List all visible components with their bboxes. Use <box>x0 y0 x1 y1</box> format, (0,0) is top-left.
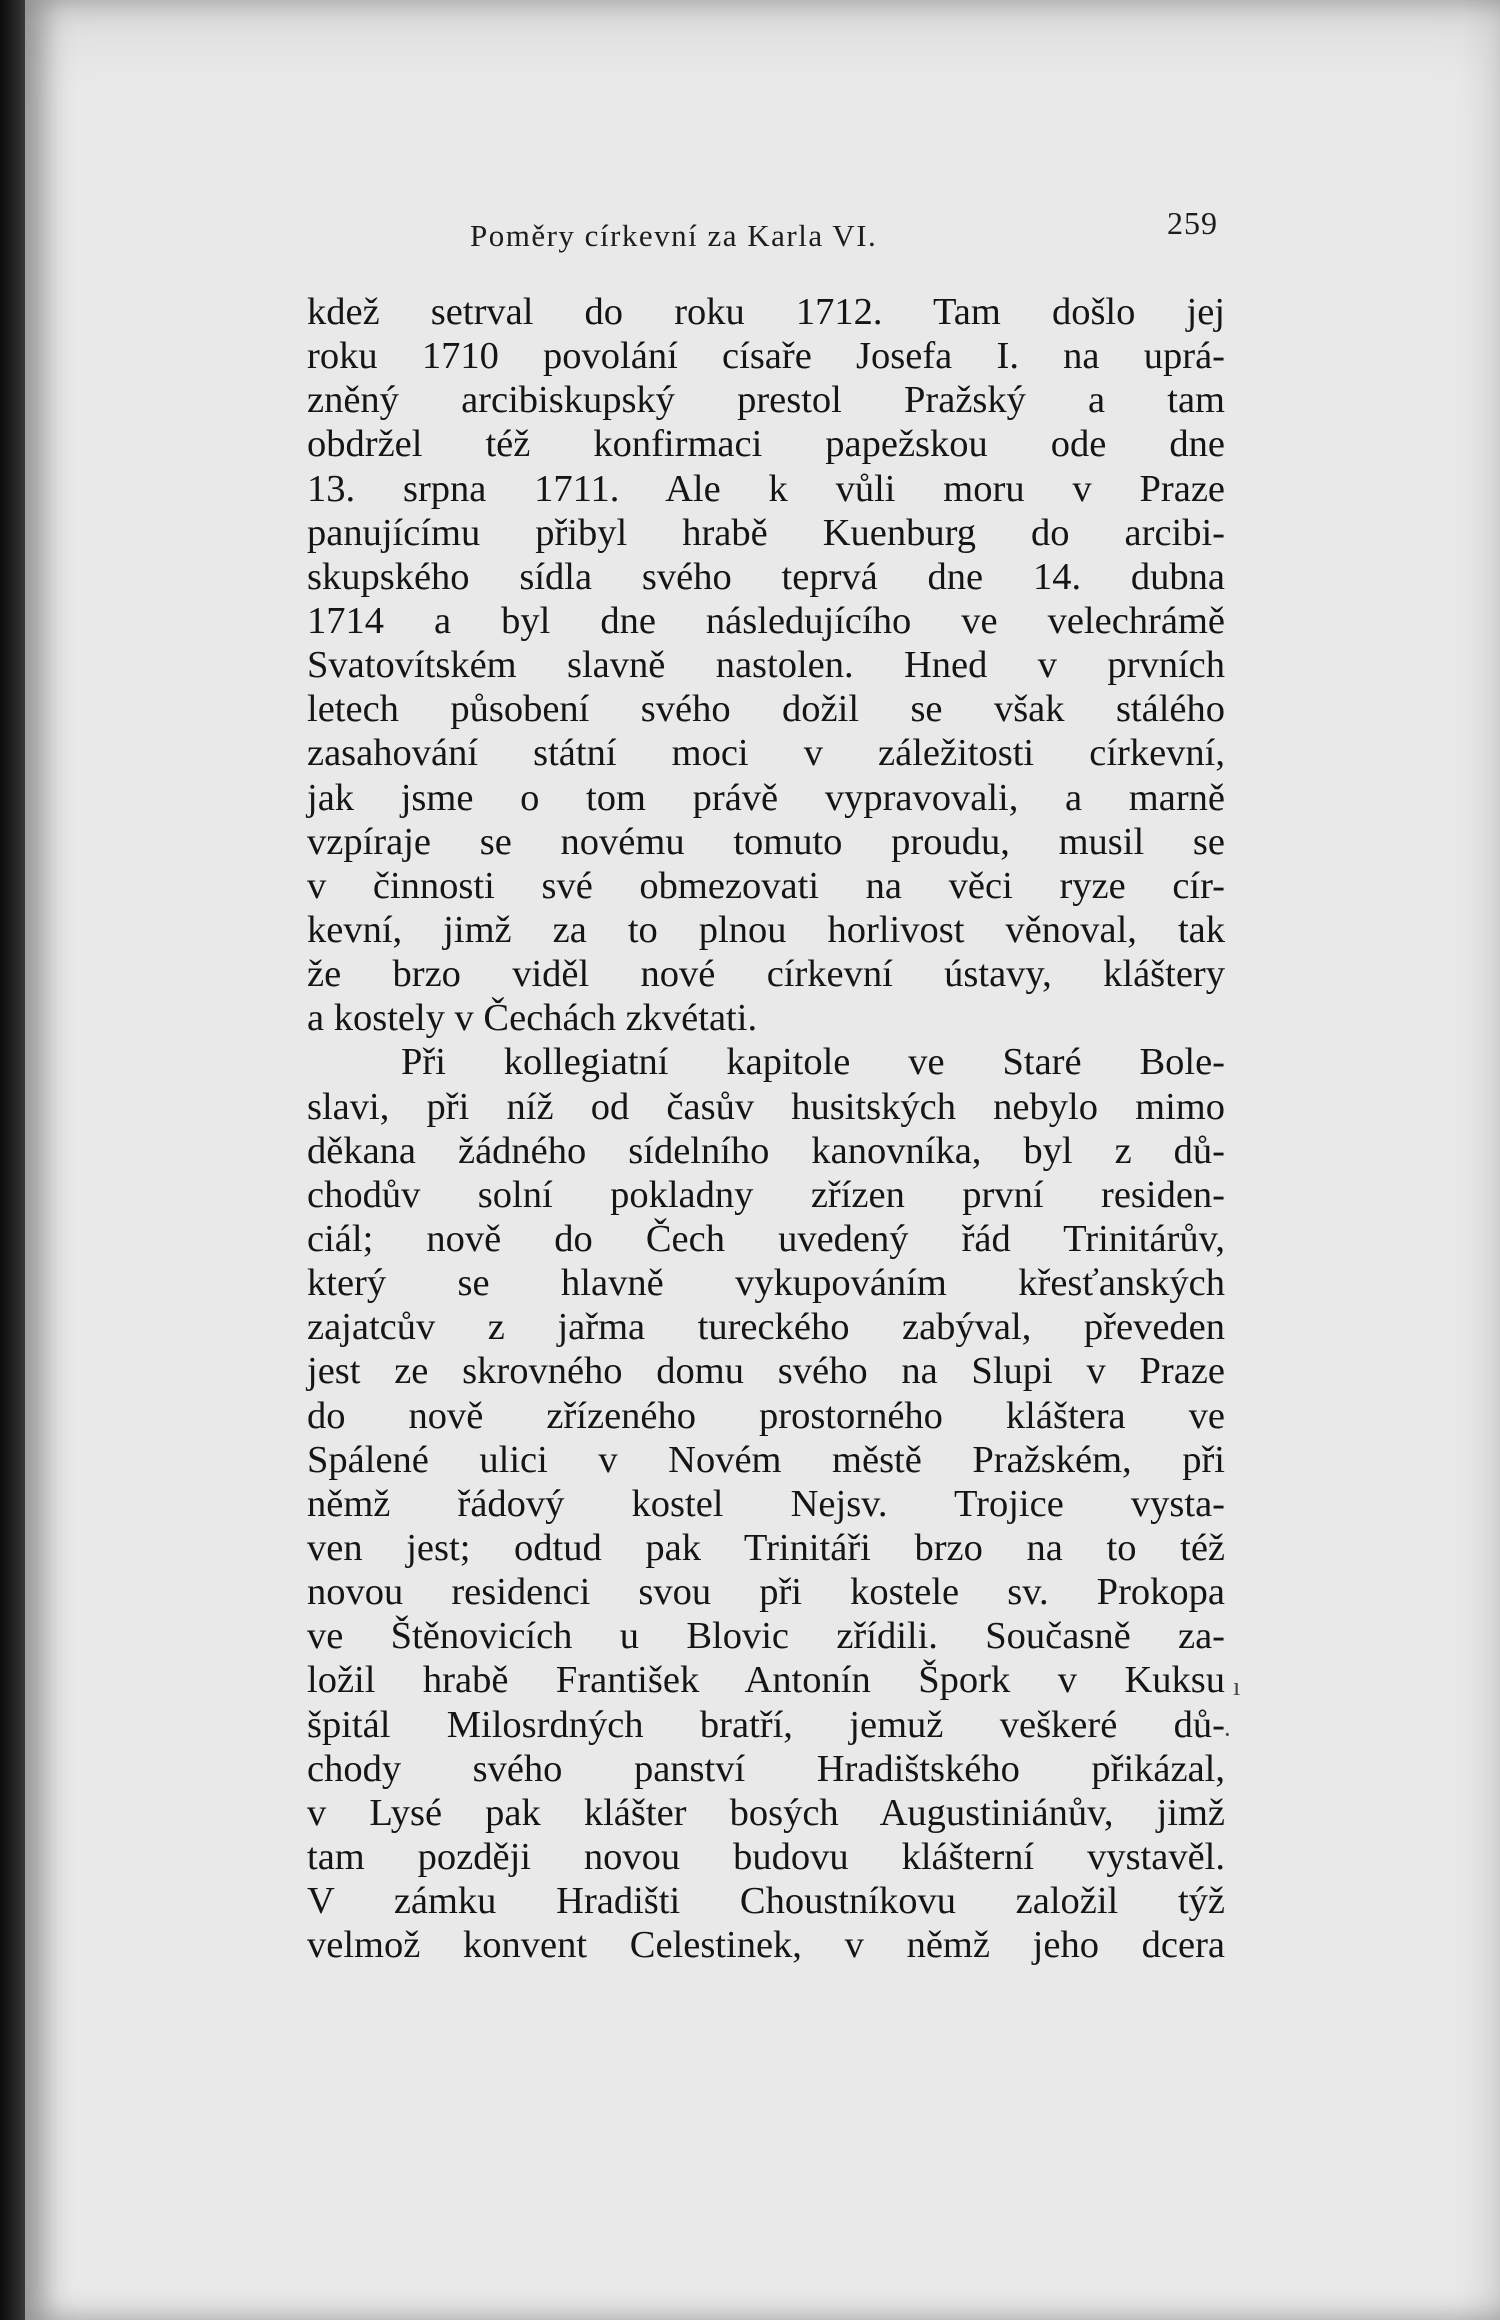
text-line: jak jsme o tom právě vypravovali, a marně <box>307 776 1225 819</box>
margin-mark: · <box>1223 1720 1232 1749</box>
text-line: jest ze skrovného domu svého na Slupi v Praze <box>307 1350 1225 1393</box>
text-line: chodův solní pokladny zřízen první residen- <box>307 1173 1225 1216</box>
text-line: který se hlavně vykupováním křesťanských <box>307 1262 1225 1305</box>
text-line: zněný arcibiskupský prestol Pražský a tam <box>307 379 1225 422</box>
margin-mark: ı <box>1233 1672 1241 1701</box>
text-line: ven jest; odtud pak Trinitáři brzo na to též <box>307 1526 1225 1569</box>
body-text <box>307 290 1225 1967</box>
paragraph-start-line: Při kollegiatní kapitole ve Staré Bole- <box>401 1041 1225 1084</box>
text-line: zajatcův z jařma tureckého zabýval, převeden <box>307 1306 1225 1349</box>
text-line: ve Štěnovicích u Blovic zřídili. Současně za- <box>307 1615 1225 1658</box>
text-line: v činnosti své obmezovati na věci ryze cír- <box>307 864 1225 907</box>
text-line: vzpíraje se novému tomuto proudu, musil se <box>307 820 1225 863</box>
text-line: Svatovítském slavně nastolen. Hned v prvních <box>307 644 1225 687</box>
text-line: špitál Milosrdných bratří, jemuž veškeré dů- <box>307 1703 1225 1746</box>
text-line: kevní, jimž za to plnou horlivost věnoval, tak <box>307 908 1225 951</box>
text-line: letech působení svého dožil se však stálého <box>307 688 1225 731</box>
scan-left-edge <box>0 0 25 2320</box>
text-line: zasahování státní moci v záležitosti církevní, <box>307 732 1225 775</box>
text-line: obdržel též konfirmaci papežskou ode dne <box>307 423 1225 466</box>
running-head: Poměry církevní za Karla VI. <box>470 218 878 253</box>
book-page <box>25 0 1500 2320</box>
text-line: ciál; nově do Čech uvedený řád Trinitárův, <box>307 1217 1225 1260</box>
text-line: do nově zřízeného prostorného kláštera ve <box>307 1394 1225 1437</box>
text-line: 13. srpna 1711. Ale k vůli moru v Praze <box>307 467 1225 510</box>
page-number: 259 <box>1167 205 1218 241</box>
text-line: tam později novou budovu klášterní vystavěl. <box>307 1835 1225 1878</box>
text-line: velmož konvent Celestinek, v němž jeho dcera <box>307 1924 1225 1967</box>
text-line: chody svého panství Hradištského přikázal, <box>307 1747 1225 1790</box>
text-line: slavi, při níž od časův husitských nebylo mimo <box>307 1085 1225 1128</box>
text-line: němž řádový kostel Nejsv. Trojice vysta- <box>307 1482 1225 1525</box>
text-line: že brzo viděl nové církevní ústavy, kláštery <box>307 953 1225 996</box>
text-line: 1714 a byl dne následujícího ve velechrámě <box>307 599 1225 642</box>
text-line: roku 1710 povolání císaře Josefa I. na uprá- <box>307 335 1225 378</box>
text-line: ložil hrabě František Antonín Špork v Kuksu <box>307 1659 1225 1702</box>
text-line: kdež setrval do roku 1712. Tam došlo jej <box>307 291 1225 333</box>
text-line: skupského sídla svého teprvá dne 14. dubna <box>307 555 1225 598</box>
text-line: Spálené ulici v Novém městě Pražském, při <box>307 1438 1225 1481</box>
text-line: novou residenci svou při kostele sv. Prokopa <box>307 1571 1225 1614</box>
text-line: v Lysé pak klášter bosých Augustiniánův, jimž <box>307 1791 1225 1834</box>
page-edge-shadow <box>1460 0 1500 2320</box>
text-line: panujícímu přibyl hrabě Kuenburg do arcibi- <box>307 511 1225 554</box>
text-line: V zámku Hradišti Choustníkovu založil týž <box>307 1880 1225 1923</box>
paragraph-end-line: a kostely v Čechách zkvétati. <box>307 997 758 1040</box>
text-line: děkana žádného sídelního kanovníka, byl z dů- <box>307 1129 1225 1172</box>
